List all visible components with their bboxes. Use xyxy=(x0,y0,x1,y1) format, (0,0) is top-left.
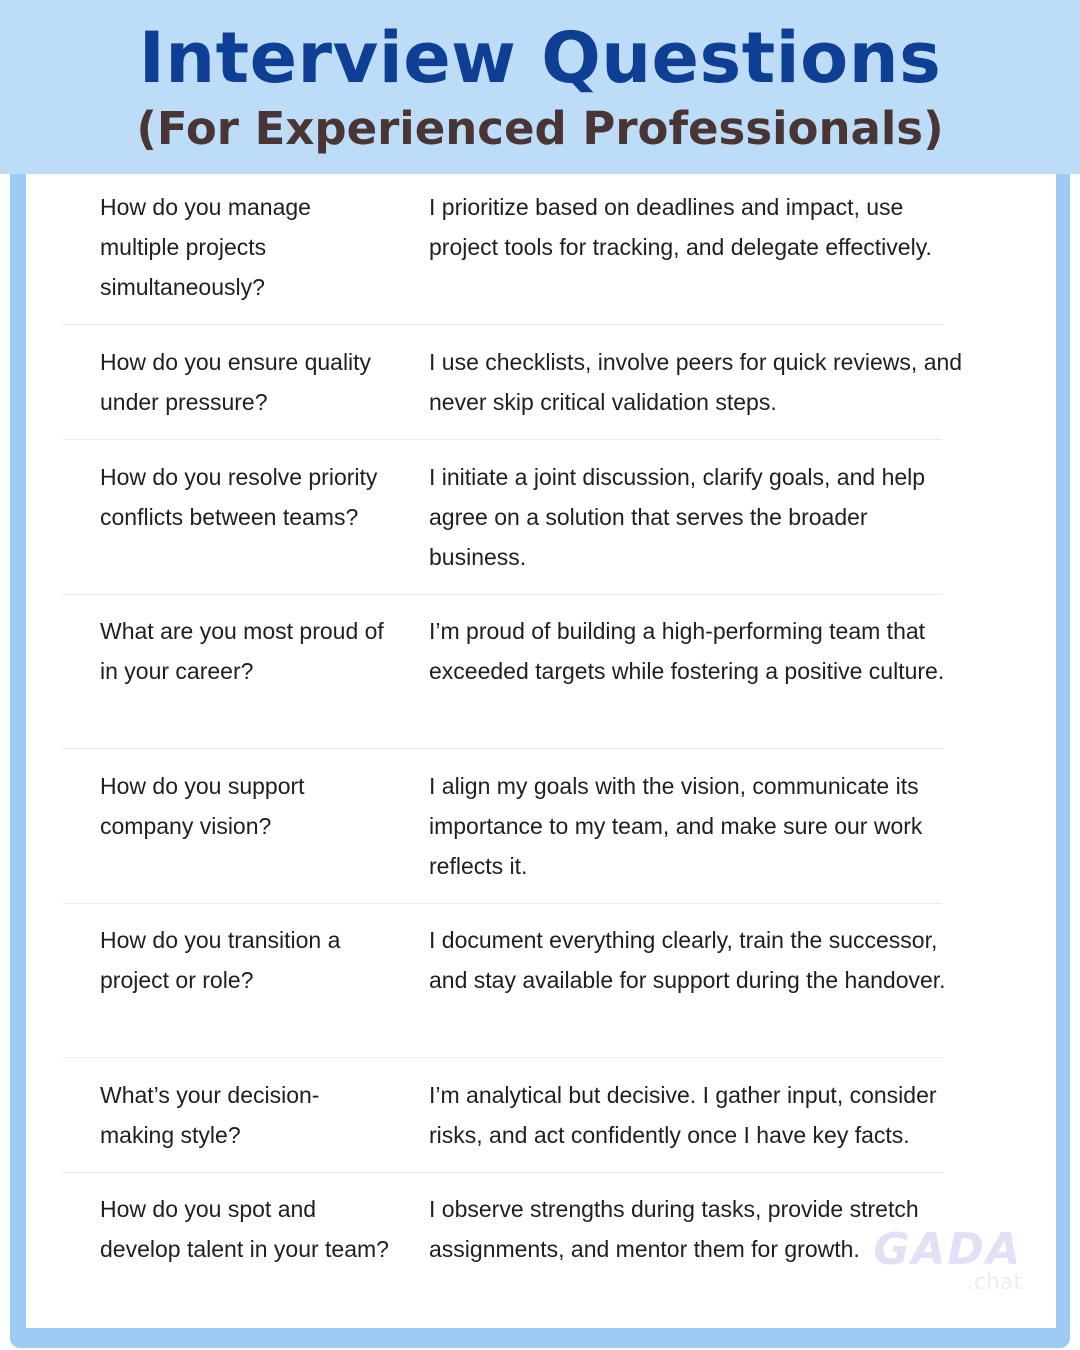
question-text: How do you spot and develop talent in your team? xyxy=(100,1196,389,1262)
answer-text: I prioritize based on deadlines and impact, use project tools for tracking, and delegate effectively. xyxy=(429,194,932,260)
qa-row xyxy=(26,907,1056,1057)
answer-text: I initiate a joint discussion, clarify goals, and help agree on a solution that serves the broader business. xyxy=(429,464,926,570)
qa-row xyxy=(26,444,1056,594)
question-text: What are you most proud of in your career? xyxy=(100,618,384,684)
row-divider xyxy=(62,748,942,749)
content-frame xyxy=(10,174,1070,1348)
answer-text: I use checklists, involve peers for quick reviews, and never skip critical validation steps. xyxy=(429,349,963,415)
answer-text: I document everything clearly, train the successor, and stay available for support during the handover. xyxy=(429,927,946,993)
row-divider xyxy=(62,594,942,595)
answer-text: I observe strengths during tasks, provide stretch assignments, and mentor them for growth. xyxy=(429,1196,919,1262)
watermark-brand: GADA xyxy=(873,1224,1022,1275)
answer-text: I’m proud of building a high-performing team that exceeded targets while fostering a positive culture. xyxy=(429,618,945,684)
question-text: How do you manage multiple projects simultaneously? xyxy=(100,194,311,300)
answer-text: I’m analytical but decisive. I gather input, consider risks, and act confidently once I have key facts. xyxy=(429,1082,937,1148)
qa-row xyxy=(26,174,1056,324)
watermark-logo xyxy=(873,1224,1022,1295)
row-divider xyxy=(62,903,942,904)
row-divider xyxy=(62,324,942,325)
qa-card xyxy=(26,174,1056,1328)
question-text: What’s your decision-making style? xyxy=(100,1082,320,1148)
watermark-suffix: .chat xyxy=(966,1270,1022,1295)
question-text: How do you ensure quality under pressure? xyxy=(100,349,372,415)
page-subtitle: (For Experienced Professionals) xyxy=(136,102,944,155)
answer-text: I align my goals with the vision, communicate its importance to my team, and make sure our work reflects it. xyxy=(429,773,923,879)
question-text: How do you support company vision? xyxy=(100,773,305,839)
question-text: How do you resolve priority conflicts between teams? xyxy=(100,464,378,530)
question-text: How do you transition a project or role? xyxy=(100,927,341,993)
row-divider xyxy=(62,1057,942,1058)
header-banner xyxy=(0,0,1080,174)
qa-row xyxy=(26,329,1056,439)
qa-row xyxy=(26,598,1056,748)
page-title: Interview Questions xyxy=(138,17,942,99)
row-divider xyxy=(62,1172,942,1173)
row-divider xyxy=(62,439,942,440)
qa-row xyxy=(26,1062,1056,1172)
qa-row xyxy=(26,753,1056,903)
